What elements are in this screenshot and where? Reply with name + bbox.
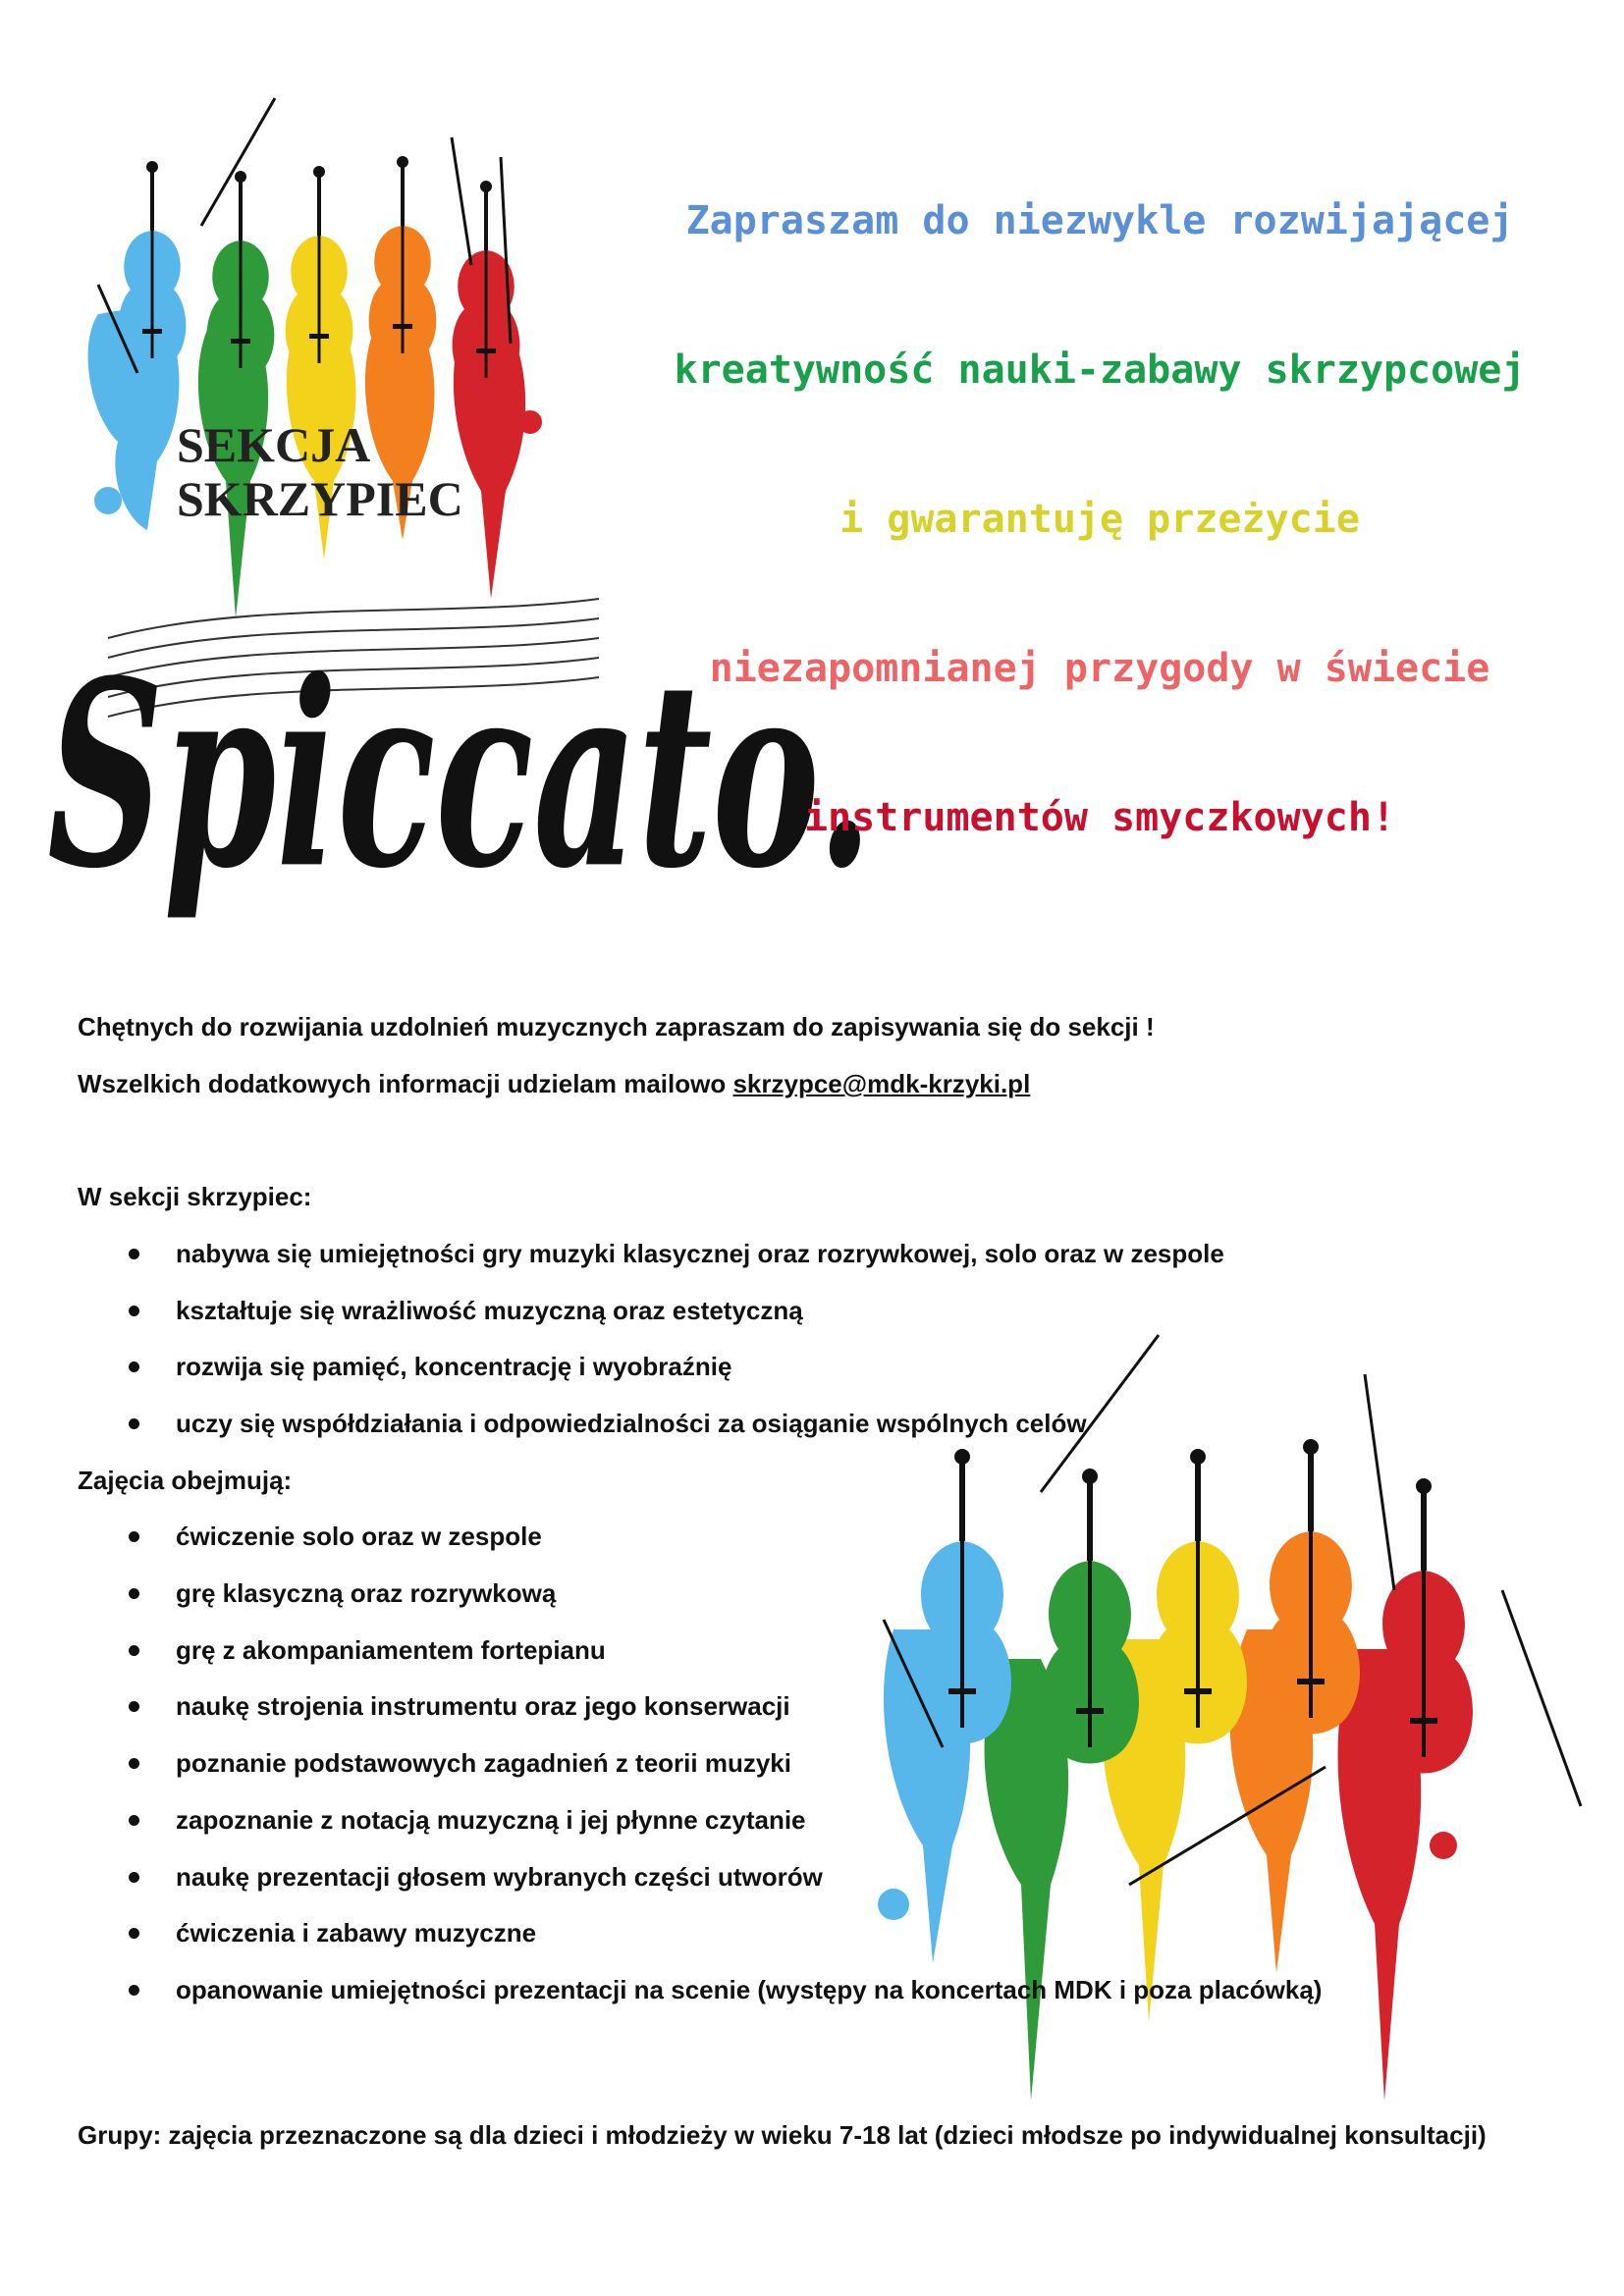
section1-list xyxy=(78,1226,1550,1453)
list-item-text: kształtuje się wrażliwość muzyczną oraz estetyczną xyxy=(176,1295,803,1325)
list-item-text: grę klasyczną oraz rozrywkową xyxy=(176,1578,557,1609)
body-text xyxy=(78,999,1550,2019)
bullet-icon xyxy=(129,1872,139,1883)
spacer xyxy=(78,1112,1550,1169)
headline-line-3: i gwarantuję przeżycie xyxy=(839,497,1360,542)
bullet-icon xyxy=(129,1701,139,1712)
section2-heading: Zajęcia obejmują: xyxy=(78,1465,293,1495)
bullet-icon xyxy=(129,1588,139,1599)
list-item-text: ćwiczenie solo oraz w zespole xyxy=(176,1522,542,1552)
section1-heading: W sekcji skrzypiec: xyxy=(78,1182,312,1212)
list-item xyxy=(78,1226,1550,1283)
headline-line-5: instrumentów smyczkowych! xyxy=(803,795,1396,840)
list-item-text: rozwija się pamięć, koncentrację i wyobraźnię xyxy=(176,1352,732,1382)
list-item xyxy=(78,1735,1550,1792)
list-item-text: nabywa się umiejętności gry muzyki klasycznej oraz rozrywkowej, solo oraz w zespole xyxy=(176,1238,1224,1268)
bullet-icon xyxy=(129,1306,139,1316)
list-item xyxy=(78,1339,1550,1396)
intro-line-2 xyxy=(78,1056,1550,1113)
bullet-icon xyxy=(129,1758,139,1769)
list-item xyxy=(78,1905,1550,1962)
headline-line-1: Zapraszam do niezwykle rozwijającej xyxy=(685,198,1514,243)
list-item xyxy=(78,1566,1550,1623)
list-item-text: uczy się współdziałania i odpowiedzialności za osiąganie wspólnych celów xyxy=(176,1408,1087,1438)
bullet-icon xyxy=(129,1928,139,1939)
list-item xyxy=(78,1283,1550,1340)
list-item xyxy=(78,1396,1550,1453)
list-item-text: grę z akompaniamentem fortepianu xyxy=(176,1634,606,1665)
bullet-icon xyxy=(129,1985,139,1996)
headline xyxy=(589,191,1610,937)
list-item xyxy=(78,1962,1550,2019)
groups-note: Grupy: zajęcia przeznaczone są dla dzieci i młodzieży w wieku 7-18 lat (dzieci młodsze po indywidualnej konsultacji) xyxy=(78,2120,1487,2150)
list-item xyxy=(78,1623,1550,1680)
list-item xyxy=(78,1849,1550,1906)
bullet-icon xyxy=(129,1362,139,1372)
email-link[interactable]: skrzypce@mdk-krzyki.pl xyxy=(732,1068,1031,1098)
list-item-text: opanowanie umiejętności prezentacji na scenie (występy na koncertach MDK i poza placówką) xyxy=(176,1974,1323,2004)
bullet-icon xyxy=(129,1645,139,1656)
intro-line-1: Chętnych do rozwijania uzdolnień muzycznych zapraszam do zapisywania się do sekcji ! xyxy=(78,1012,1155,1041)
logo-line1: SEKCJA xyxy=(177,417,371,472)
list-item xyxy=(78,1679,1550,1735)
list-item xyxy=(78,1509,1550,1566)
violins-logo-icon xyxy=(39,88,873,952)
bullet-icon xyxy=(129,1815,139,1826)
headline-line-2: kreatywność nauki-zabawy skrzypcowej xyxy=(674,347,1526,393)
bullet-icon xyxy=(129,1531,139,1542)
intro-line-2-text: Wszelkich dodatkowych informacji udzielam mailowo xyxy=(78,1068,733,1098)
list-item xyxy=(78,1792,1550,1849)
logo-script-word: Spiccato. xyxy=(47,625,873,926)
headline-line-4: niezapomnianej przygody w świecie xyxy=(709,646,1490,691)
list-item-text: naukę strojenia instrumentu oraz jego konserwacji xyxy=(176,1691,790,1722)
list-item-text: ćwiczenia i zabawy muzyczne xyxy=(176,1918,537,1949)
logo-line2: SKRZYPIEC xyxy=(177,471,463,526)
bullet-icon xyxy=(129,1249,139,1259)
list-item-text: zapoznanie z notacją muzyczną i jej płynne czytanie xyxy=(176,1804,806,1835)
section2-list xyxy=(78,1509,1550,2018)
list-item-text: poznanie podstawowych zagadnień z teorii muzyki xyxy=(176,1748,791,1779)
bullet-icon xyxy=(129,1418,139,1429)
list-item-text: naukę prezentacji głosem wybranych części utworów xyxy=(176,1861,823,1892)
